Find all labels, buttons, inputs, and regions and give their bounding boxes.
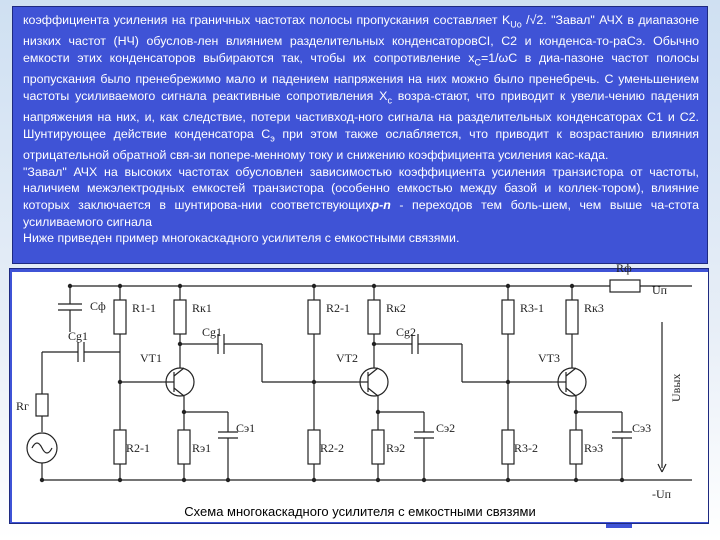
label-rk1: Rк1 — [192, 301, 212, 315]
para1-sub3: c — [387, 95, 392, 106]
diagram-caption: Схема многокаскадного усилителя с емкостными связями — [184, 504, 536, 519]
amplifier-circuit-diagram — [12, 261, 708, 502]
label-re2: Rэ2 — [386, 441, 406, 455]
para1-part-c: =1/ωC в диа-пазоне частот полосы пропускания было пренебрежимо мало и падением напряжения на них можно было пренебречь. С уменьшением частоты усиливаемого сигнала реактивные сопротивления X — [23, 50, 700, 103]
paragraph-lf-rolloff — [23, 12, 699, 164]
label-vt1: VT1 — [140, 351, 162, 365]
label-cg1-input: Cg1 — [68, 329, 89, 343]
label-c-filter: Cф — [90, 299, 106, 313]
label-output-voltage: Uвых — [669, 373, 683, 402]
label-r3-1: R3-1 — [520, 301, 544, 315]
label-r2-1-stage2: R2-1 — [326, 301, 350, 315]
paragraph-example-intro: Ниже приведен пример многокаскадного усилителя с емкостными связями. — [23, 231, 460, 246]
label-r2-2: R2-2 — [320, 441, 344, 455]
label-r-gen: Rг — [16, 399, 29, 413]
label-supply-plus: Uп — [652, 283, 668, 297]
label-vt2: VT2 — [336, 351, 358, 365]
para1-part-a: коэффициента усиления на граничных частотах полосы пропускания составляет K — [23, 13, 511, 27]
label-ce2: Cэ2 — [436, 421, 456, 435]
para1-sub2: C — [474, 57, 481, 68]
para2-part-a: "Завал" АЧХ на высоких частотах обусловлен зависимостью коэффициента усиления транзистора от частоты, наличием межэлектродных емкостей транзистора (особенно емкостью между базой и коллек-тором), влияние которых заключается в шунтирова-нии соответствующих — [23, 164, 699, 212]
para1-sub: Uo — [510, 19, 522, 30]
label-re3: Rэ3 — [584, 441, 604, 455]
para2-part-b: - переходов тем боль-шем, чем выше ча-стота усиливаемого сигнала — [23, 197, 699, 229]
label-vt3: VT3 — [538, 351, 560, 365]
label-cg2: Cg2 — [396, 325, 417, 339]
paragraph-hf-rolloff — [23, 164, 699, 231]
signal-source-icon — [32, 443, 52, 453]
label-supply-minus: -Uп — [652, 487, 672, 501]
label-rf: Rф — [616, 261, 632, 275]
label-r3-2: R3-2 — [514, 441, 538, 455]
label-cg1-coupling: Cg1 — [202, 325, 223, 339]
label-ce3: Cэ3 — [632, 421, 652, 435]
text-panel — [12, 6, 708, 264]
label-re1: Rэ1 — [192, 441, 212, 455]
para1-sub4: э — [270, 133, 275, 144]
label-rk3: Rк3 — [584, 301, 604, 315]
para1-part-b: /√2. "Завал" АЧХ в диапазоне низких частот (НЧ) обуслов-лен влиянием разделительных конденсаторовCI, C2 и конденса-то-раCэ. Обычно емкости этих конденсаторов выбираются так, чтобы их сопротивление x — [23, 13, 699, 65]
para2-italic: p-n — [371, 197, 391, 212]
label-r1-1: R1-1 — [132, 301, 156, 315]
para1-part-d: возра-стают, что приводит к увели-чению падения напряжения на них, и, как следствие, потери частивход-ного сигнала на разделительных конденсаторах С1 и С2. Шунтирующее действие конденсатора C — [23, 88, 699, 141]
label-rk2: Rк2 — [386, 301, 406, 315]
label-ce1: Cэ1 — [236, 421, 256, 435]
label-r2-1: R2-1 — [126, 441, 150, 455]
para1-part-e: при этом также ослабляется, что приводит к возрастанию влияния отрицательной обратной свя-зи попере-менному току и снижению коэффициента усиления кас-када. — [23, 126, 699, 162]
